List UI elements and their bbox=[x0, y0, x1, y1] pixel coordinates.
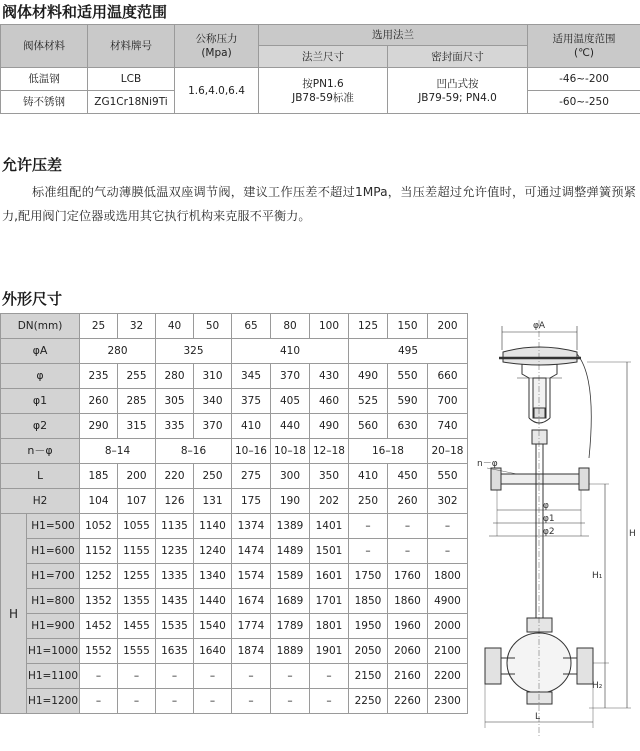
phi2-value: 370 bbox=[194, 414, 232, 439]
H-value: 1389 bbox=[271, 514, 310, 539]
H2-value: 202 bbox=[310, 489, 349, 514]
L-value: 220 bbox=[156, 464, 194, 489]
dn-value: 150 bbox=[388, 314, 428, 339]
dn-value: 125 bbox=[349, 314, 388, 339]
H-value: – bbox=[388, 539, 428, 564]
H2-value: 131 bbox=[194, 489, 232, 514]
dn-value: 32 bbox=[118, 314, 156, 339]
H-value: – bbox=[156, 689, 194, 714]
col-header-seal-size: 密封面尺寸 bbox=[388, 46, 528, 68]
phi2-value: 630 bbox=[388, 414, 428, 439]
H-value: 1440 bbox=[194, 589, 232, 614]
row-H1 bbox=[1, 689, 468, 714]
L-value: 450 bbox=[388, 464, 428, 489]
phi-value: 430 bbox=[310, 364, 349, 389]
H-value: 1574 bbox=[232, 564, 271, 589]
H-value: – bbox=[428, 539, 468, 564]
nphi-value: 8–14 bbox=[80, 439, 156, 464]
material-cell: 低温钢 bbox=[1, 68, 88, 91]
row-H1 bbox=[1, 664, 468, 689]
nphi-value: 8–16 bbox=[156, 439, 232, 464]
col-header-temp: 适用温度范围 (℃) bbox=[528, 25, 640, 68]
phi-value: 235 bbox=[80, 364, 118, 389]
row-phi1 bbox=[1, 389, 468, 414]
H-value: 2260 bbox=[388, 689, 428, 714]
col-header-pressure: 公称压力 (Mpa) bbox=[175, 25, 259, 68]
phi-value: 660 bbox=[428, 364, 468, 389]
phi2-value: 290 bbox=[80, 414, 118, 439]
nphi-value: 10–16 bbox=[232, 439, 271, 464]
section-title-dimensions: 外形尺寸 bbox=[2, 290, 63, 308]
L-value: 300 bbox=[271, 464, 310, 489]
phi2-value: 740 bbox=[428, 414, 468, 439]
phi1-value: 460 bbox=[310, 389, 349, 414]
H-value: 1601 bbox=[310, 564, 349, 589]
H-value: 1555 bbox=[118, 639, 156, 664]
label-H1: H1=800 bbox=[27, 589, 80, 614]
drawing-label-phi: φ bbox=[543, 501, 549, 511]
row-H1 bbox=[1, 589, 468, 614]
dn-value: 65 bbox=[232, 314, 271, 339]
H-value: 2300 bbox=[428, 689, 468, 714]
H-value: – bbox=[232, 689, 271, 714]
H-value: – bbox=[80, 689, 118, 714]
H-value: 1789 bbox=[271, 614, 310, 639]
grade-cell: LCB bbox=[88, 68, 175, 91]
row-H2 bbox=[1, 489, 468, 514]
label-phi: φ bbox=[1, 364, 80, 389]
L-value: 185 bbox=[80, 464, 118, 489]
material-table bbox=[0, 24, 640, 114]
H-value: – bbox=[232, 664, 271, 689]
H-value: 1750 bbox=[349, 564, 388, 589]
material-cell: 铸不锈钢 bbox=[1, 91, 88, 114]
phi1-value: 590 bbox=[388, 389, 428, 414]
H-value: 1801 bbox=[310, 614, 349, 639]
H-value: 1435 bbox=[156, 589, 194, 614]
H-value: 1155 bbox=[118, 539, 156, 564]
drawing-label-phi2: φ2 bbox=[543, 527, 555, 537]
H-value: 2000 bbox=[428, 614, 468, 639]
H-value: 1452 bbox=[80, 614, 118, 639]
H2-value: 260 bbox=[388, 489, 428, 514]
label-nphi: n－φ bbox=[1, 439, 80, 464]
row-L bbox=[1, 464, 468, 489]
H-value: 1135 bbox=[156, 514, 194, 539]
H2-value: 126 bbox=[156, 489, 194, 514]
H-value: 1352 bbox=[80, 589, 118, 614]
phi-value: 490 bbox=[349, 364, 388, 389]
dn-value: 40 bbox=[156, 314, 194, 339]
label-H2: H2 bbox=[1, 489, 80, 514]
label-H: H bbox=[1, 514, 27, 714]
row-H1 bbox=[1, 539, 468, 564]
row-H1 bbox=[1, 564, 468, 589]
row-phi bbox=[1, 364, 468, 389]
dn-value: 100 bbox=[310, 314, 349, 339]
phi2-value: 440 bbox=[271, 414, 310, 439]
phiA-value: 280 bbox=[80, 339, 156, 364]
pressure-cell: 1.6,4.0,6.4 bbox=[175, 68, 259, 114]
H-value: – bbox=[428, 514, 468, 539]
phi-value: 310 bbox=[194, 364, 232, 389]
pressure-diff-paragraph: 标准组配的气动薄膜低温双座调节阀，建议工作压差不超过1MPa，当压差超过允许值时，可通过调整弹簧预紧力,配用阀门定位器或选用其它执行机构来克服不平衡力。 bbox=[2, 185, 636, 223]
nphi-value: 20–18 bbox=[428, 439, 468, 464]
phi1-value: 260 bbox=[80, 389, 118, 414]
L-value: 410 bbox=[349, 464, 388, 489]
dn-value: 25 bbox=[80, 314, 118, 339]
H-value: 1800 bbox=[428, 564, 468, 589]
H-value: – bbox=[194, 664, 232, 689]
H-value: – bbox=[118, 664, 156, 689]
H-value: 1052 bbox=[80, 514, 118, 539]
H-value: 1335 bbox=[156, 564, 194, 589]
row-H1 bbox=[1, 639, 468, 664]
phi2-value: 490 bbox=[310, 414, 349, 439]
H-value: 1950 bbox=[349, 614, 388, 639]
H-value: 2050 bbox=[349, 639, 388, 664]
H-value: 1635 bbox=[156, 639, 194, 664]
drawing-label-L: L bbox=[535, 712, 541, 722]
phi1-value: 700 bbox=[428, 389, 468, 414]
label-H1: H1=900 bbox=[27, 614, 80, 639]
H-value: 1850 bbox=[349, 589, 388, 614]
H-value: 1960 bbox=[388, 614, 428, 639]
col-header-flange: 选用法兰 bbox=[259, 25, 528, 46]
grade-cell: ZG1Cr18Ni9Ti bbox=[88, 91, 175, 114]
H-value: 1889 bbox=[271, 639, 310, 664]
label-phiA: φA bbox=[1, 339, 80, 364]
temp-cell: -46~-200 bbox=[528, 68, 640, 91]
H-value: 1760 bbox=[388, 564, 428, 589]
H-value: 1152 bbox=[80, 539, 118, 564]
label-H1: H1=1200 bbox=[27, 689, 80, 714]
row-nphi bbox=[1, 439, 468, 464]
col-header-grade: 材料牌号 bbox=[88, 25, 175, 68]
L-value: 250 bbox=[194, 464, 232, 489]
H-value: 1235 bbox=[156, 539, 194, 564]
H-value: 1540 bbox=[194, 614, 232, 639]
H2-value: 104 bbox=[80, 489, 118, 514]
H-value: 1489 bbox=[271, 539, 310, 564]
nphi-value: 10–18 bbox=[271, 439, 310, 464]
section-title-material: 阀体材料和适用温度范围 bbox=[2, 3, 168, 21]
H-value: 1774 bbox=[232, 614, 271, 639]
phiA-value: 325 bbox=[156, 339, 232, 364]
H-value: 1240 bbox=[194, 539, 232, 564]
phi2-value: 560 bbox=[349, 414, 388, 439]
row-phi2 bbox=[1, 414, 468, 439]
H-value: 2200 bbox=[428, 664, 468, 689]
H-value: 1640 bbox=[194, 639, 232, 664]
H-value: 1901 bbox=[310, 639, 349, 664]
phiA-value: 495 bbox=[349, 339, 468, 364]
section-title-pressure-diff: 允许压差 bbox=[2, 156, 63, 174]
phi-value: 255 bbox=[118, 364, 156, 389]
H-value: 2160 bbox=[388, 664, 428, 689]
H-value: – bbox=[388, 514, 428, 539]
H-value: – bbox=[349, 514, 388, 539]
H2-value: 302 bbox=[428, 489, 468, 514]
phi1-value: 340 bbox=[194, 389, 232, 414]
drawing-label-phi1: φ1 bbox=[543, 514, 555, 524]
H-value: 1860 bbox=[388, 589, 428, 614]
phi-value: 345 bbox=[232, 364, 271, 389]
H-value: 2250 bbox=[349, 689, 388, 714]
H-value: 2060 bbox=[388, 639, 428, 664]
row-phiA bbox=[1, 339, 468, 364]
H-value: 1552 bbox=[80, 639, 118, 664]
label-H1: H1=500 bbox=[27, 514, 80, 539]
H2-value: 107 bbox=[118, 489, 156, 514]
dn-value: 50 bbox=[194, 314, 232, 339]
H-value: – bbox=[271, 689, 310, 714]
nphi-value: 12–18 bbox=[310, 439, 349, 464]
phi-value: 550 bbox=[388, 364, 428, 389]
phi1-value: 305 bbox=[156, 389, 194, 414]
H2-value: 250 bbox=[349, 489, 388, 514]
phiA-value: 410 bbox=[232, 339, 349, 364]
drawing-label-H2: H₂ bbox=[592, 681, 603, 691]
H-value: 2100 bbox=[428, 639, 468, 664]
H-value: 1374 bbox=[232, 514, 271, 539]
dn-value: 200 bbox=[428, 314, 468, 339]
H-value: 1340 bbox=[194, 564, 232, 589]
phi-value: 370 bbox=[271, 364, 310, 389]
H-value: 1874 bbox=[232, 639, 271, 664]
H-value: 1701 bbox=[310, 589, 349, 614]
label-L: L bbox=[1, 464, 80, 489]
nphi-value: 16–18 bbox=[349, 439, 428, 464]
row-dn bbox=[1, 314, 468, 339]
H-value: 1674 bbox=[232, 589, 271, 614]
H-value: 1501 bbox=[310, 539, 349, 564]
valve-outline-drawing bbox=[477, 318, 637, 748]
H-value: 1589 bbox=[271, 564, 310, 589]
phi2-value: 315 bbox=[118, 414, 156, 439]
H-value: 1474 bbox=[232, 539, 271, 564]
L-value: 200 bbox=[118, 464, 156, 489]
H-value: 1535 bbox=[156, 614, 194, 639]
H-value: 1355 bbox=[118, 589, 156, 614]
phi1-value: 405 bbox=[271, 389, 310, 414]
H-value: – bbox=[310, 689, 349, 714]
phi2-value: 335 bbox=[156, 414, 194, 439]
phi-value: 280 bbox=[156, 364, 194, 389]
H-value: – bbox=[271, 664, 310, 689]
H-value: 1252 bbox=[80, 564, 118, 589]
H-value: 1455 bbox=[118, 614, 156, 639]
H2-value: 175 bbox=[232, 489, 271, 514]
temp-cell: -60~-250 bbox=[528, 91, 640, 114]
phi2-value: 410 bbox=[232, 414, 271, 439]
row-H1 bbox=[1, 514, 468, 539]
label-H1: H1=1000 bbox=[27, 639, 80, 664]
H-value: – bbox=[310, 664, 349, 689]
H-value: 1401 bbox=[310, 514, 349, 539]
H-value: 1689 bbox=[271, 589, 310, 614]
phi1-value: 285 bbox=[118, 389, 156, 414]
drawing-label-nphi: n－φ bbox=[477, 459, 498, 469]
flange-size-cell: 按PN1.6 JB78-59标准 bbox=[259, 68, 388, 114]
col-header-body-material: 阀体材料 bbox=[1, 25, 88, 68]
phi1-value: 375 bbox=[232, 389, 271, 414]
L-value: 350 bbox=[310, 464, 349, 489]
label-H1: H1=700 bbox=[27, 564, 80, 589]
drawing-label-phiA: φA bbox=[533, 321, 546, 331]
label-H1: H1=600 bbox=[27, 539, 80, 564]
L-value: 550 bbox=[428, 464, 468, 489]
drawing-label-H: H bbox=[629, 529, 636, 539]
label-phi2: φ2 bbox=[1, 414, 80, 439]
H-value: 1055 bbox=[118, 514, 156, 539]
col-header-flange-size: 法兰尺寸 bbox=[259, 46, 388, 68]
H-value: – bbox=[156, 664, 194, 689]
H-value: 1140 bbox=[194, 514, 232, 539]
row-H1 bbox=[1, 614, 468, 639]
H-value: 2150 bbox=[349, 664, 388, 689]
H-value: 4900 bbox=[428, 589, 468, 614]
H-value: – bbox=[194, 689, 232, 714]
H-value: 1255 bbox=[118, 564, 156, 589]
dimension-table bbox=[0, 313, 468, 714]
H-value: – bbox=[118, 689, 156, 714]
H-value: – bbox=[349, 539, 388, 564]
L-value: 275 bbox=[232, 464, 271, 489]
H-value: – bbox=[80, 664, 118, 689]
dn-value: 80 bbox=[271, 314, 310, 339]
seal-size-cell: 凹凸式按 JB79-59; PN4.0 bbox=[388, 68, 528, 114]
drawing-label-H1: H₁ bbox=[592, 571, 603, 581]
phi1-value: 525 bbox=[349, 389, 388, 414]
H2-value: 190 bbox=[271, 489, 310, 514]
label-H1: H1=1100 bbox=[27, 664, 80, 689]
label-phi1: φ1 bbox=[1, 389, 80, 414]
label-dn: DN(mm) bbox=[1, 314, 80, 339]
